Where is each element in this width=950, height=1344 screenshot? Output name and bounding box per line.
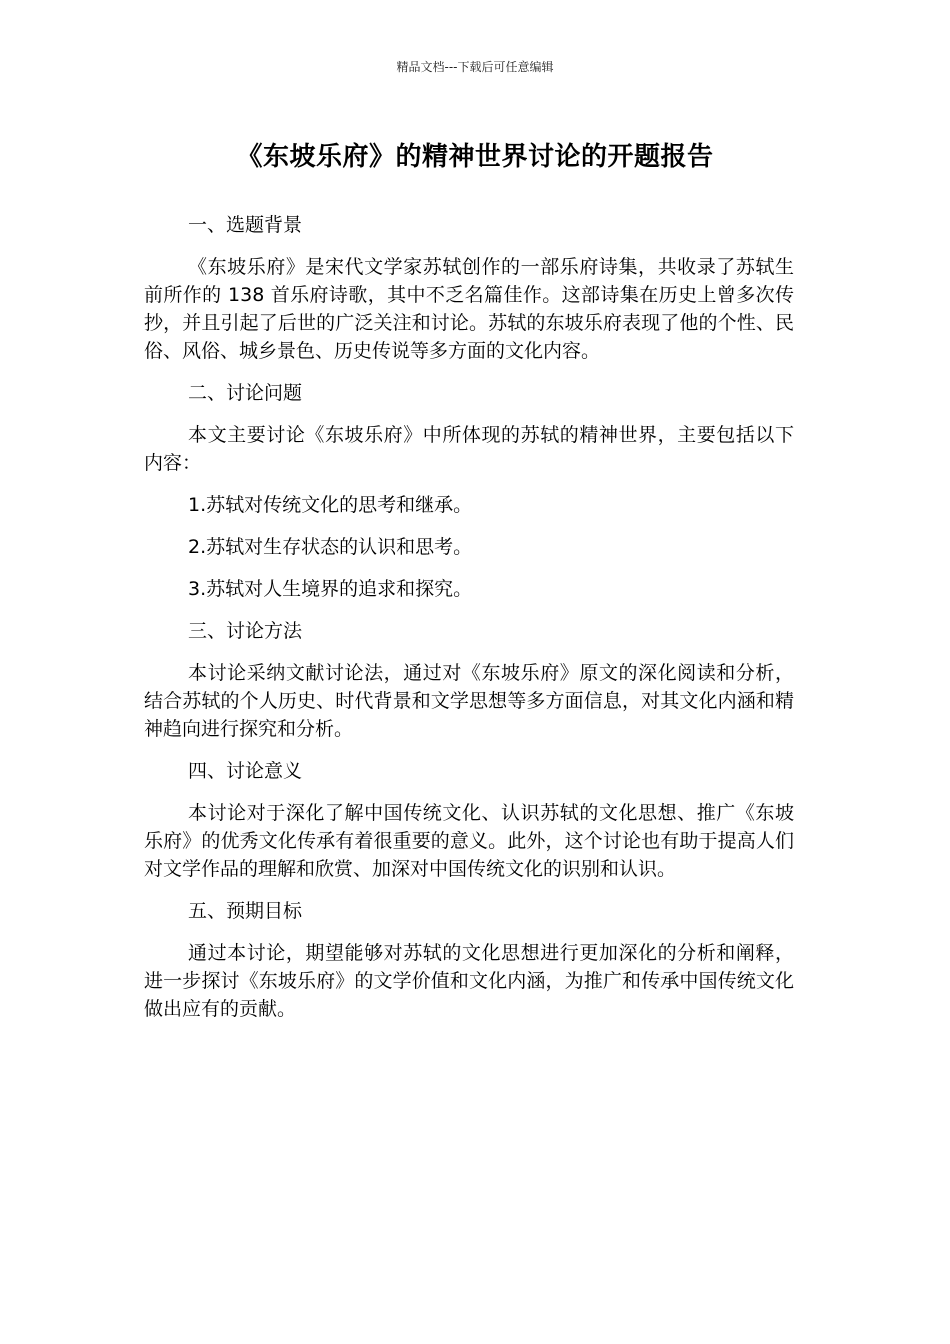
document-body — [144, 211, 794, 1037]
paragraph-background: 《东坡乐府》是宋代文学家苏轼创作的一部乐府诗集，共收录了苏轼生前所作的 138 首乐府诗歌，其中不乏名篇佳作。这部诗集在历史上曾多次传抄，并且引起了后世的广泛关注和讨论。苏轼的东坡乐府表现了他的个性、民俗、风俗、城乡景色、历史传说等多方面的文化内容。 — [144, 256, 794, 362]
section-heading-significance: 四、讨论意义 — [188, 760, 303, 782]
paragraph-methods: 本讨论采纳文献讨论法，通过对《东坡乐府》原文的深化阅读和分析，结合苏轼的个人历史、时代背景和文学思想等多方面信息，对其文化内涵和精神趋向进行探究和分析。 — [144, 662, 794, 740]
section-heading-questions: 二、讨论问题 — [188, 382, 303, 404]
list-item: 3.苏轼对人生境界的追求和探究。 — [188, 578, 473, 600]
section-heading-background: 一、选题背景 — [188, 214, 303, 236]
paragraph-goals: 通过本讨论，期望能够对苏轼的文化思想进行更加深化的分析和阐释，进一步探讨《东坡乐府》的文学价值和文化内涵，为推广和传承中国传统文化做出应有的贡献。 — [144, 942, 794, 1020]
list-item: 1.苏轼对传统文化的思考和继承。 — [188, 494, 473, 516]
list-item: 2.苏轼对生存状态的认识和思考。 — [188, 536, 473, 558]
header-note: 精品文档---下载后可任意编辑 — [396, 60, 554, 74]
section-heading-goals: 五、预期目标 — [188, 900, 303, 922]
section-heading-methods: 三、讨论方法 — [188, 620, 303, 642]
paragraph-significance: 本讨论对于深化了解中国传统文化、认识苏轼的文化思想、推广《东坡乐府》的优秀文化传承有着很重要的意义。此外，这个讨论也有助于提高人们对文学作品的理解和欣赏、加深对中国传统文化的识别和认识。 — [144, 802, 794, 880]
page-title: 《东坡乐府》的精神世界讨论的开题报告 — [236, 142, 714, 172]
paragraph-questions: 本文主要讨论《东坡乐府》中所体现的苏轼的精神世界，主要包括以下内容： — [144, 424, 794, 474]
